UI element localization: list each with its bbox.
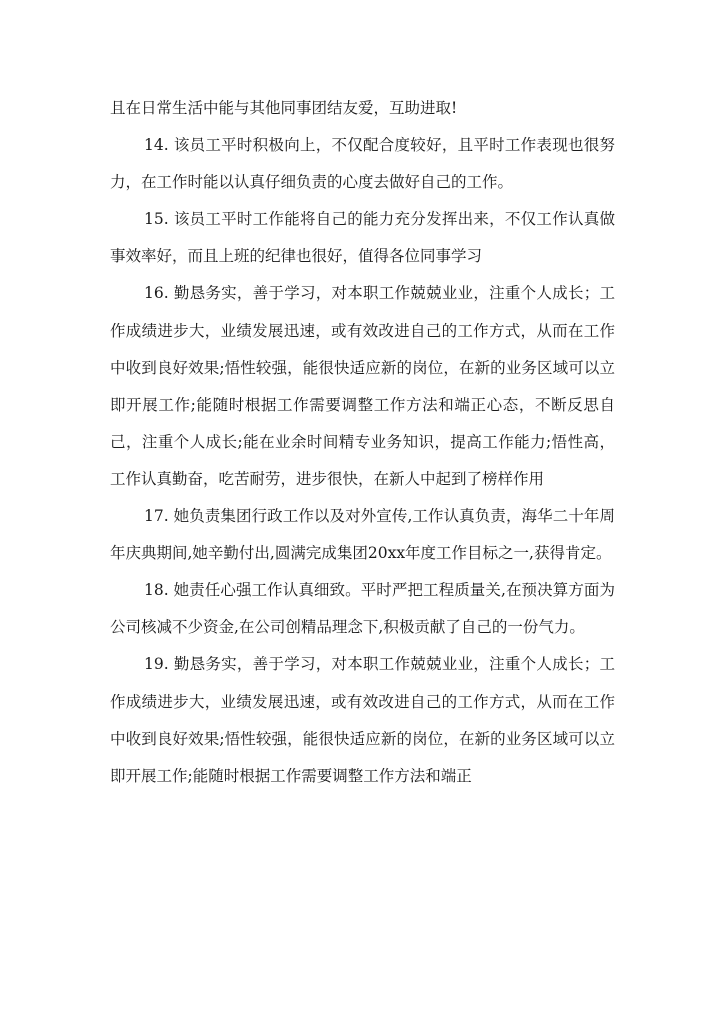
document-body	[110, 90, 615, 795]
paragraph-17: 17. 她负责集团行政工作以及对外宣传,工作认真负责，海华二十年周年庆典期间,她辛勤付出,圆满完成集团20xx年度工作目标之一,获得肯定。	[110, 507, 615, 563]
paragraph-15: 15. 该员工平时工作能将自己的能力充分发挥出来，不仅工作认真做事效率好，而且上班的纪律也很好，值得各位同事学习	[110, 210, 615, 266]
paragraph-14: 14. 该员工平时积极向上，不仅配合度较好，且平时工作表现也很努力，在工作时能以认真仔细负责的心度去做好自己的工作。	[110, 136, 615, 192]
paragraph-continuation: 且在日常生活中能与其他同事团结友爱，互助进取!	[110, 99, 458, 117]
paragraph-19: 19. 勤恳务实，善于学习，对本职工作兢兢业业，注重个人成长；工作成绩进步大，业绩发展迅速，或有效改进自己的工作方式，从而在工作中收到良好效果;悟性较强，能很快适应新的岗位，在新的业务区域可以立即开展工作;能随时根据工作需要调整工作方法和端正	[110, 655, 615, 785]
paragraph-16: 16. 勤恳务实，善于学习，对本职工作兢兢业业，注重个人成长；工作成绩进步大，业绩发展迅速，或有效改进自己的工作方式，从而在工作中收到良好效果;悟性较强，能很快适应新的岗位，在新的业务区域可以立即开展工作;能随时根据工作需要调整工作方法和端正心态，不断反思自己，注重个人成长;能在业余时间精专业务知识，提高工作能力;悟性高，工作认真勤奋，吃苦耐劳，进步很快，在新人中起到了榜样作用	[110, 284, 615, 488]
paragraph-18: 18. 她责任心强工作认真细致。平时严把工程质量关,在预决算方面为公司核减不少资金,在公司创精品理念下,积极贡献了自己的一份气力。	[110, 581, 615, 637]
